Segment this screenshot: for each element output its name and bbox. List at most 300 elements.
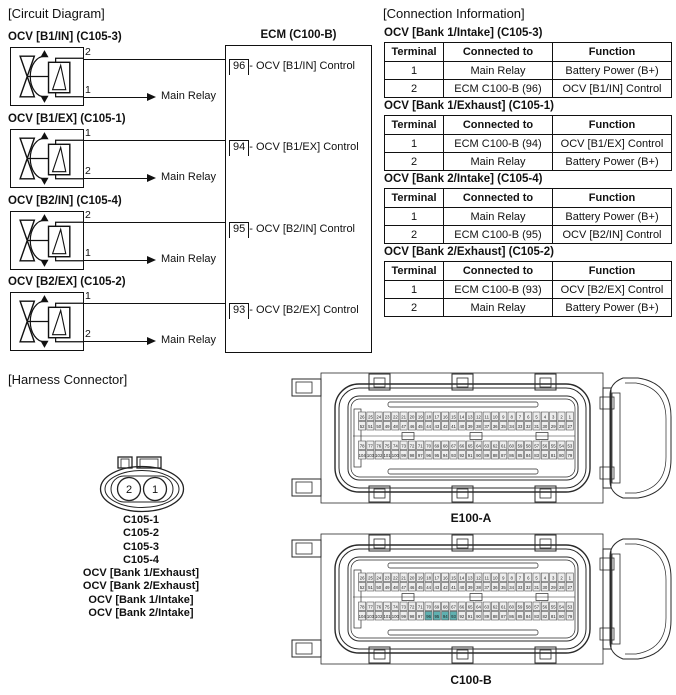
svg-text:88: 88 [492, 613, 498, 619]
ecm-pin-number: 95 [229, 222, 249, 238]
svg-text:3: 3 [552, 575, 555, 581]
connector-label-c100b: C100-B [450, 673, 492, 687]
svg-text:73: 73 [401, 443, 407, 449]
svg-text:27: 27 [567, 584, 573, 590]
ocv-b1-ex-label: OCV [B1/EX] (C105-1) [8, 113, 126, 125]
svg-text:82: 82 [542, 452, 548, 458]
svg-text:81: 81 [550, 452, 556, 458]
cell-function: OCV [B1/EX] Control [553, 135, 672, 153]
svg-text:23: 23 [384, 414, 390, 420]
svg-text:5: 5 [535, 414, 538, 420]
svg-text:91: 91 [467, 613, 473, 619]
cell-function: OCV [B1/IN] Control [553, 80, 672, 98]
svg-text:22: 22 [392, 575, 398, 581]
svg-text:94: 94 [442, 452, 448, 458]
table-row [385, 80, 672, 98]
wire-ocv2-to-relay [84, 178, 147, 179]
svg-text:58: 58 [525, 604, 531, 610]
svg-text:37: 37 [484, 584, 490, 590]
svg-text:41: 41 [451, 423, 456, 429]
svg-text:26: 26 [359, 414, 365, 420]
svg-text:46: 46 [409, 584, 415, 590]
table-row [385, 62, 672, 80]
col-header-function: Function [553, 262, 672, 281]
svg-text:71: 71 [417, 443, 423, 449]
svg-text:34: 34 [509, 423, 515, 429]
col-header-connected-to: Connected to [444, 262, 553, 281]
svg-text:51: 51 [368, 584, 373, 590]
svg-text:19: 19 [417, 414, 423, 420]
svg-text:27: 27 [567, 423, 573, 429]
svg-text:87: 87 [500, 452, 506, 458]
ecm-pin-95 [229, 222, 355, 238]
svg-text:55: 55 [550, 604, 556, 610]
connector-name: OCV [Bank 1/Exhaust] [82, 567, 200, 580]
svg-text:26: 26 [359, 575, 365, 581]
svg-text:75: 75 [384, 443, 390, 449]
svg-text:53: 53 [567, 604, 573, 610]
svg-text:100: 100 [391, 613, 399, 619]
svg-text:10: 10 [492, 414, 498, 420]
svg-text:5: 5 [535, 575, 538, 581]
svg-text:52: 52 [359, 423, 365, 429]
arrow-right-icon [147, 337, 156, 345]
svg-text:97: 97 [417, 613, 423, 619]
cell-connected-to: ECM C100-B (94) [444, 135, 553, 153]
svg-text:49: 49 [384, 423, 390, 429]
connection-table-bank2-intake [384, 188, 672, 244]
ecm-title: ECM (C100-B) [260, 29, 337, 41]
svg-text:57: 57 [534, 443, 540, 449]
ecm-connector-drawing-e100a [290, 371, 675, 505]
svg-text:2: 2 [560, 575, 563, 581]
svg-text:47: 47 [401, 423, 407, 429]
connector-name: C105-3 [122, 540, 160, 553]
svg-text:1: 1 [568, 414, 572, 420]
svg-text:4: 4 [543, 414, 547, 420]
svg-text:9: 9 [502, 414, 505, 420]
cell-function: OCV [B2/IN] Control [553, 226, 672, 244]
cell-connected-to: ECM C100-B (95) [444, 226, 553, 244]
svg-text:66: 66 [459, 604, 465, 610]
terminal-number: 2 [85, 328, 91, 340]
svg-text:16: 16 [442, 414, 448, 420]
svg-text:18: 18 [426, 414, 432, 420]
solenoid-valve-icon [11, 130, 83, 187]
svg-text:49: 49 [384, 584, 390, 590]
svg-text:96: 96 [426, 452, 432, 458]
svg-text:50: 50 [376, 423, 382, 429]
svg-text:72: 72 [409, 443, 415, 449]
cell-terminal: 1 [385, 281, 444, 299]
circuit-diagram-heading: [Circuit Diagram] [8, 6, 105, 21]
arrow-right-icon [147, 174, 156, 182]
svg-text:24: 24 [376, 414, 382, 420]
svg-text:63: 63 [484, 604, 490, 610]
svg-text:11: 11 [484, 575, 490, 581]
svg-text:103: 103 [366, 613, 375, 619]
svg-text:7: 7 [518, 414, 522, 420]
svg-text:69: 69 [434, 604, 440, 610]
svg-text:61: 61 [500, 443, 506, 449]
table-row [385, 299, 672, 317]
svg-text:40: 40 [459, 423, 465, 429]
svg-text:86: 86 [509, 613, 515, 619]
svg-text:90: 90 [476, 452, 481, 458]
cell-terminal: 2 [385, 299, 444, 317]
svg-text:33: 33 [517, 423, 523, 429]
svg-text:60: 60 [509, 443, 515, 449]
svg-text:20: 20 [409, 575, 415, 581]
svg-text:96: 96 [426, 613, 432, 619]
col-header-connected-to: Connected to [444, 116, 553, 135]
svg-text:74: 74 [392, 604, 398, 610]
svg-text:35: 35 [500, 423, 506, 429]
svg-text:90: 90 [476, 613, 481, 619]
svg-text:67: 67 [451, 604, 456, 610]
ocv-b1-in-symbol-box [10, 47, 84, 106]
svg-text:63: 63 [484, 443, 490, 449]
connector-name: C105-1 [122, 514, 160, 526]
svg-text:73: 73 [401, 604, 407, 610]
cell-connected-to: Main Relay [444, 208, 553, 226]
main-relay-label: Main Relay [161, 171, 217, 183]
ecm-pin-number: 94 [229, 140, 249, 156]
svg-text:38: 38 [476, 584, 481, 590]
ecm-pin-name: - OCV [B1/IN] Control [249, 60, 356, 72]
svg-text:68: 68 [442, 604, 448, 610]
svg-text:35: 35 [500, 584, 506, 590]
svg-text:103: 103 [366, 452, 375, 458]
wire-ocv4-to-relay [84, 341, 147, 342]
svg-text:95: 95 [434, 613, 440, 619]
svg-text:13: 13 [467, 414, 473, 420]
svg-text:2: 2 [560, 414, 563, 420]
col-header-function: Function [553, 116, 672, 135]
cell-function: Battery Power (B+) [553, 62, 672, 80]
connector-name: C105-4 [122, 553, 160, 566]
table-title-bank2-exhaust: OCV [Bank 2/Exhaust] (C105-2) [384, 246, 554, 258]
svg-text:83: 83 [534, 452, 540, 458]
svg-text:65: 65 [467, 443, 473, 449]
svg-text:64: 64 [476, 604, 481, 610]
wire-ocv3-to-relay [84, 260, 147, 261]
ecm-pin-96 [229, 59, 355, 75]
connector-name: OCV [Bank 2/Exhaust] [82, 580, 200, 593]
svg-text:25: 25 [368, 414, 373, 420]
svg-text:85: 85 [517, 452, 523, 458]
svg-text:69: 69 [434, 443, 440, 449]
cell-function: Battery Power (B+) [553, 299, 672, 317]
solenoid-valve-icon [11, 48, 83, 105]
svg-text:58: 58 [525, 443, 531, 449]
svg-text:70: 70 [426, 443, 432, 449]
ecm-pin-number: 96 [229, 59, 249, 75]
ecm-pin-name: - OCV [B1/EX] Control [249, 141, 359, 153]
connector-name: OCV [Bank 1/Intake] [88, 593, 194, 606]
ocv-b1-in-label: OCV [B1/IN] (C105-3) [8, 31, 122, 43]
svg-text:55: 55 [550, 443, 556, 449]
svg-text:14: 14 [459, 575, 465, 581]
table-row [385, 153, 672, 171]
cell-connected-to: Main Relay [444, 153, 553, 171]
svg-text:102: 102 [375, 613, 383, 619]
svg-text:42: 42 [442, 423, 448, 429]
svg-text:3: 3 [552, 414, 555, 420]
svg-text:29: 29 [550, 423, 556, 429]
svg-text:85: 85 [517, 613, 523, 619]
svg-text:28: 28 [559, 584, 564, 590]
main-relay-label: Main Relay [161, 90, 217, 102]
svg-text:6: 6 [527, 414, 530, 420]
wire-ocv1-to-relay [84, 97, 147, 98]
svg-text:72: 72 [409, 604, 415, 610]
col-header-connected-to: Connected to [444, 189, 553, 208]
ocv-b1-ex-symbol-box [10, 129, 84, 188]
svg-text:48: 48 [392, 423, 398, 429]
terminal-number: 1 [85, 247, 91, 259]
svg-text:38: 38 [476, 423, 481, 429]
svg-text:46: 46 [409, 423, 415, 429]
svg-text:19: 19 [417, 575, 423, 581]
svg-text:56: 56 [542, 443, 548, 449]
svg-text:104: 104 [358, 452, 366, 458]
svg-text:12: 12 [476, 414, 481, 420]
svg-text:79: 79 [567, 613, 573, 619]
col-header-terminal: Terminal [385, 262, 444, 281]
terminal-number: 2 [85, 209, 91, 221]
col-header-function: Function [553, 189, 672, 208]
small-connector-pin-1: 1 [151, 484, 159, 496]
col-header-connected-to: Connected to [444, 43, 553, 62]
cell-connected-to: Main Relay [444, 62, 553, 80]
svg-text:32: 32 [525, 584, 531, 590]
table-row [385, 208, 672, 226]
svg-text:31: 31 [534, 584, 540, 590]
ocv-b2-in-label: OCV [B2/IN] (C105-4) [8, 195, 122, 207]
ecm-pin-name: - OCV [B2/IN] Control [249, 223, 356, 235]
svg-text:47: 47 [401, 584, 407, 590]
svg-text:51: 51 [368, 423, 373, 429]
col-header-terminal: Terminal [385, 43, 444, 62]
svg-text:66: 66 [459, 443, 465, 449]
svg-text:43: 43 [434, 423, 440, 429]
svg-text:36: 36 [492, 584, 498, 590]
col-header-terminal: Terminal [385, 116, 444, 135]
table-row [385, 226, 672, 244]
cell-terminal: 2 [385, 80, 444, 98]
svg-text:31: 31 [534, 423, 540, 429]
connector-name: OCV [Bank 2/Intake] [88, 607, 194, 620]
svg-text:14: 14 [459, 414, 465, 420]
cell-terminal: 2 [385, 153, 444, 171]
ecm-pin-94 [229, 140, 359, 156]
svg-text:70: 70 [426, 604, 432, 610]
svg-text:93: 93 [451, 452, 456, 458]
svg-text:7: 7 [518, 575, 522, 581]
svg-text:30: 30 [542, 423, 548, 429]
svg-text:32: 32 [525, 423, 531, 429]
svg-text:33: 33 [517, 584, 523, 590]
solenoid-valve-icon [11, 293, 83, 350]
svg-text:61: 61 [500, 604, 506, 610]
svg-text:10: 10 [492, 575, 498, 581]
svg-text:28: 28 [559, 423, 564, 429]
svg-text:102: 102 [375, 452, 383, 458]
svg-text:81: 81 [550, 613, 556, 619]
svg-text:68: 68 [442, 443, 448, 449]
connection-information-heading: [Connection Information] [383, 6, 525, 21]
svg-text:71: 71 [417, 604, 423, 610]
cell-terminal: 1 [385, 135, 444, 153]
svg-text:24: 24 [376, 575, 382, 581]
svg-text:93: 93 [451, 613, 456, 619]
svg-text:60: 60 [509, 604, 515, 610]
svg-text:42: 42 [442, 584, 448, 590]
small-connector-pin-2: 2 [125, 484, 133, 496]
connection-table-bank1-intake [384, 42, 672, 98]
svg-text:36: 36 [492, 423, 498, 429]
svg-text:40: 40 [459, 584, 465, 590]
svg-text:50: 50 [376, 584, 382, 590]
wire-ocv2-to-ecm [84, 140, 230, 141]
connector-name: C105-2 [122, 527, 160, 540]
svg-text:4: 4 [543, 575, 547, 581]
svg-text:78: 78 [359, 443, 365, 449]
cell-terminal: 1 [385, 62, 444, 80]
svg-text:17: 17 [434, 414, 440, 420]
svg-text:17: 17 [434, 575, 440, 581]
col-header-terminal: Terminal [385, 189, 444, 208]
svg-text:62: 62 [492, 443, 498, 449]
wire-ocv3-to-ecm [84, 222, 230, 223]
svg-text:87: 87 [500, 613, 506, 619]
svg-text:82: 82 [542, 613, 548, 619]
svg-text:83: 83 [534, 613, 540, 619]
svg-text:57: 57 [534, 604, 540, 610]
svg-text:59: 59 [517, 443, 523, 449]
svg-text:86: 86 [509, 452, 515, 458]
svg-text:89: 89 [484, 452, 490, 458]
svg-text:62: 62 [492, 604, 498, 610]
svg-text:88: 88 [492, 452, 498, 458]
svg-text:97: 97 [417, 452, 423, 458]
connector-name-list [46, 514, 236, 620]
ocv-b2-ex-symbol-box [10, 292, 84, 351]
svg-text:9: 9 [502, 575, 505, 581]
arrow-right-icon [147, 256, 156, 264]
svg-text:44: 44 [426, 423, 432, 429]
svg-text:20: 20 [409, 414, 415, 420]
svg-text:6: 6 [527, 575, 530, 581]
main-relay-label: Main Relay [161, 334, 217, 346]
svg-text:52: 52 [359, 584, 365, 590]
terminal-number: 1 [85, 127, 91, 139]
svg-text:84: 84 [525, 613, 531, 619]
cell-function: Battery Power (B+) [553, 153, 672, 171]
terminal-number: 2 [85, 165, 91, 177]
svg-text:21: 21 [401, 575, 407, 581]
svg-text:12: 12 [476, 575, 481, 581]
svg-text:79: 79 [567, 452, 573, 458]
svg-text:8: 8 [510, 575, 513, 581]
svg-text:13: 13 [467, 575, 473, 581]
svg-text:44: 44 [426, 584, 432, 590]
svg-text:25: 25 [368, 575, 373, 581]
cell-connected-to: ECM C100-B (96) [444, 80, 553, 98]
ecm-pin-93 [229, 303, 359, 319]
svg-text:45: 45 [417, 584, 423, 590]
svg-text:8: 8 [510, 414, 513, 420]
svg-text:78: 78 [359, 604, 365, 610]
ecm-pin-name: - OCV [B2/EX] Control [249, 304, 359, 316]
ocv-b2-ex-label: OCV [B2/EX] (C105-2) [8, 276, 126, 288]
svg-text:15: 15 [451, 575, 456, 581]
svg-text:18: 18 [426, 575, 432, 581]
svg-text:37: 37 [484, 423, 490, 429]
connector-label-e100a: E100-A [450, 511, 492, 525]
svg-text:76: 76 [376, 604, 382, 610]
svg-text:23: 23 [384, 575, 390, 581]
ocv-b2-in-symbol-box [10, 211, 84, 270]
svg-text:101: 101 [383, 613, 391, 619]
svg-text:104: 104 [358, 613, 366, 619]
svg-text:80: 80 [559, 613, 564, 619]
svg-text:56: 56 [542, 604, 548, 610]
main-relay-label: Main Relay [161, 253, 217, 265]
svg-text:89: 89 [484, 613, 490, 619]
svg-text:15: 15 [451, 414, 456, 420]
solenoid-valve-icon [11, 212, 83, 269]
svg-text:22: 22 [392, 414, 398, 420]
cell-connected-to: ECM C100-B (93) [444, 281, 553, 299]
table-row [385, 281, 672, 299]
svg-text:48: 48 [392, 584, 398, 590]
cell-terminal: 2 [385, 226, 444, 244]
svg-text:1: 1 [568, 575, 572, 581]
svg-text:76: 76 [376, 443, 382, 449]
svg-text:77: 77 [368, 443, 373, 449]
table-title-bank2-intake: OCV [Bank 2/Intake] (C105-4) [384, 173, 543, 185]
svg-text:34: 34 [509, 584, 515, 590]
wire-ocv1-to-ecm [84, 59, 230, 60]
svg-text:75: 75 [384, 604, 390, 610]
terminal-number: 1 [85, 290, 91, 302]
svg-text:41: 41 [451, 584, 456, 590]
connection-table-bank2-exhaust [384, 261, 672, 317]
svg-text:80: 80 [559, 452, 564, 458]
col-header-function: Function [553, 43, 672, 62]
svg-text:59: 59 [517, 604, 523, 610]
svg-text:74: 74 [392, 443, 398, 449]
table-title-bank1-intake: OCV [Bank 1/Intake] (C105-3) [384, 27, 543, 39]
connection-table-bank1-exhaust [384, 115, 672, 171]
svg-text:101: 101 [383, 452, 391, 458]
svg-text:29: 29 [550, 584, 556, 590]
harness-connector-heading: [Harness Connector] [8, 372, 128, 387]
svg-text:45: 45 [417, 423, 423, 429]
svg-text:84: 84 [525, 452, 531, 458]
svg-text:99: 99 [401, 613, 407, 619]
svg-text:39: 39 [467, 584, 473, 590]
svg-text:39: 39 [467, 423, 473, 429]
terminal-number: 1 [85, 84, 91, 96]
svg-text:100: 100 [391, 452, 399, 458]
arrow-right-icon [147, 93, 156, 101]
cell-connected-to: Main Relay [444, 299, 553, 317]
svg-text:43: 43 [434, 584, 440, 590]
svg-text:21: 21 [401, 414, 407, 420]
